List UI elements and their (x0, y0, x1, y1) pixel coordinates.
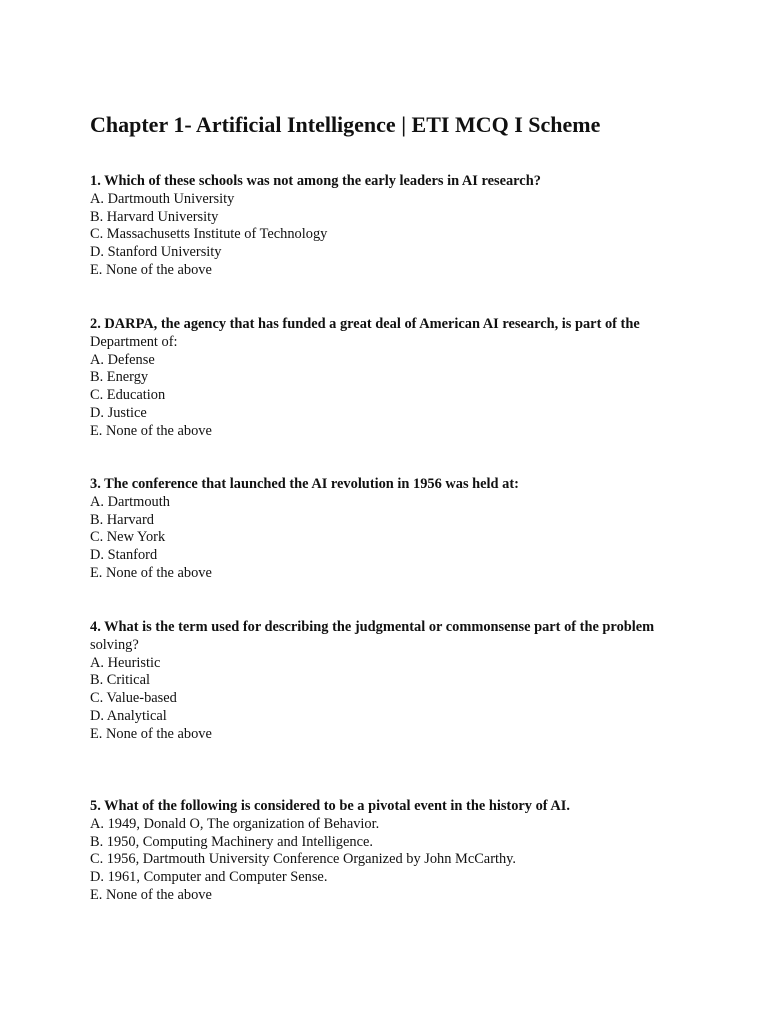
option-a: A. 1949, Donald O, The organization of Behavior. (90, 815, 380, 832)
question-3 (90, 476, 690, 583)
question-continuation: Department of: (90, 333, 178, 350)
question-text: 1. Which of these schools was not among the early leaders in AI research? (90, 173, 541, 189)
option-a: A. Dartmouth University (90, 190, 235, 207)
question-5 (90, 798, 690, 905)
question-1 (90, 173, 690, 280)
option-d: D. Analytical (90, 707, 167, 724)
question-text: 2. DARPA, the agency that has funded a great deal of American AI research, is part of the (90, 316, 640, 332)
option-e: E. None of the above (90, 725, 212, 742)
option-e: E. None of the above (90, 564, 212, 581)
question-text: 3. The conference that launched the AI revolution in 1956 was held at: (90, 476, 519, 492)
option-a: A. Defense (90, 351, 155, 368)
option-d: D. 1961, Computer and Computer Sense. (90, 869, 328, 886)
option-d: D. Stanford (90, 547, 158, 564)
option-b: B. Harvard (90, 511, 154, 528)
option-b: B. Energy (90, 369, 149, 386)
option-d: D. Stanford University (90, 244, 222, 261)
option-a: A. Dartmouth (90, 493, 170, 510)
option-d: D. Justice (90, 404, 147, 421)
option-c: C. Massachusetts Institute of Technology (90, 226, 328, 243)
option-c: C. Value-based (90, 690, 177, 707)
option-e: E. None of the above (90, 886, 212, 903)
question-4 (90, 619, 690, 744)
option-e: E. None of the above (90, 422, 212, 439)
question-text: 4. What is the term used for describing the judgmental or commonsense part of the problem (90, 619, 655, 635)
option-b: B. Critical (90, 672, 150, 689)
question-text: 5. What of the following is considered to be a pivotal event in the history of AI. (90, 798, 570, 814)
option-c: C. 1956, Dartmouth University Conference Organized by John McCarthy. (90, 851, 517, 868)
option-c: C. New York (90, 529, 166, 546)
question-continuation: solving? (90, 636, 139, 653)
option-b: B. Harvard University (90, 208, 219, 225)
option-e: E. None of the above (90, 261, 212, 278)
page-title: Chapter 1- Artificial Intelligence | ETI MCQ I Scheme (90, 112, 601, 137)
option-a: A. Heuristic (90, 654, 161, 671)
option-b: B. 1950, Computing Machinery and Intelligence. (90, 833, 373, 850)
option-c: C. Education (90, 387, 166, 404)
question-2 (90, 316, 690, 441)
